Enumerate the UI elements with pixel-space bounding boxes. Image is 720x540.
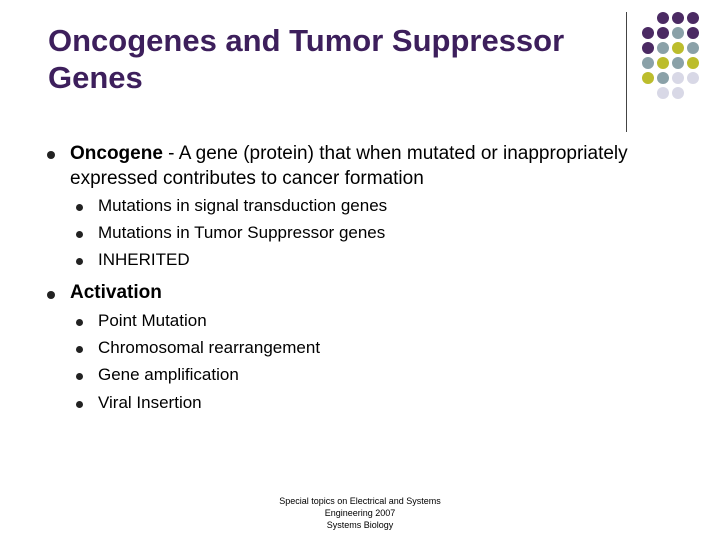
- footer-line: Systems Biology: [326, 520, 394, 530]
- bullet-icon: [76, 204, 83, 211]
- bullet-term: Oncogene: [70, 143, 163, 164]
- sub-bullet: Chromosomal rearrangement: [98, 338, 321, 357]
- sub-bullet: Mutations in signal transduction genes: [98, 196, 388, 215]
- footer-line: Special topics on Electrical and Systems: [279, 496, 441, 506]
- bullet-icon: [76, 231, 83, 238]
- bullet-text: A gene (protein) that when mutated or inappropriately: [178, 143, 628, 164]
- slide-footer: [262, 495, 458, 531]
- bullet-icon: [76, 319, 83, 326]
- sub-bullet: Viral Insertion: [98, 393, 202, 412]
- bullet-icon: [76, 346, 83, 353]
- bullet-icon: [76, 258, 83, 265]
- footer-line: Engineering 2007: [324, 508, 396, 518]
- sub-bullet: Point Mutation: [98, 311, 207, 330]
- bullet-icon: [76, 401, 83, 408]
- bullet-text-continuation: expressed contributes to cancer formation: [70, 168, 424, 189]
- sub-bullet: Mutations in Tumor Suppressor genes: [98, 223, 386, 242]
- bullet-activation: [70, 281, 690, 304]
- bullet-separator: -: [162, 143, 179, 164]
- slide-title: Oncogenes and Tumor Suppressor Genes: [48, 23, 565, 95]
- bullet-term: Activation: [70, 282, 162, 303]
- bullet-oncogene: [70, 142, 690, 165]
- sub-bullet: INHERITED: [98, 250, 190, 269]
- bullet-icon: [76, 373, 83, 380]
- sub-bullet: Gene amplification: [98, 365, 239, 384]
- bullet-icon: [47, 291, 55, 299]
- bullet-icon: [47, 151, 55, 159]
